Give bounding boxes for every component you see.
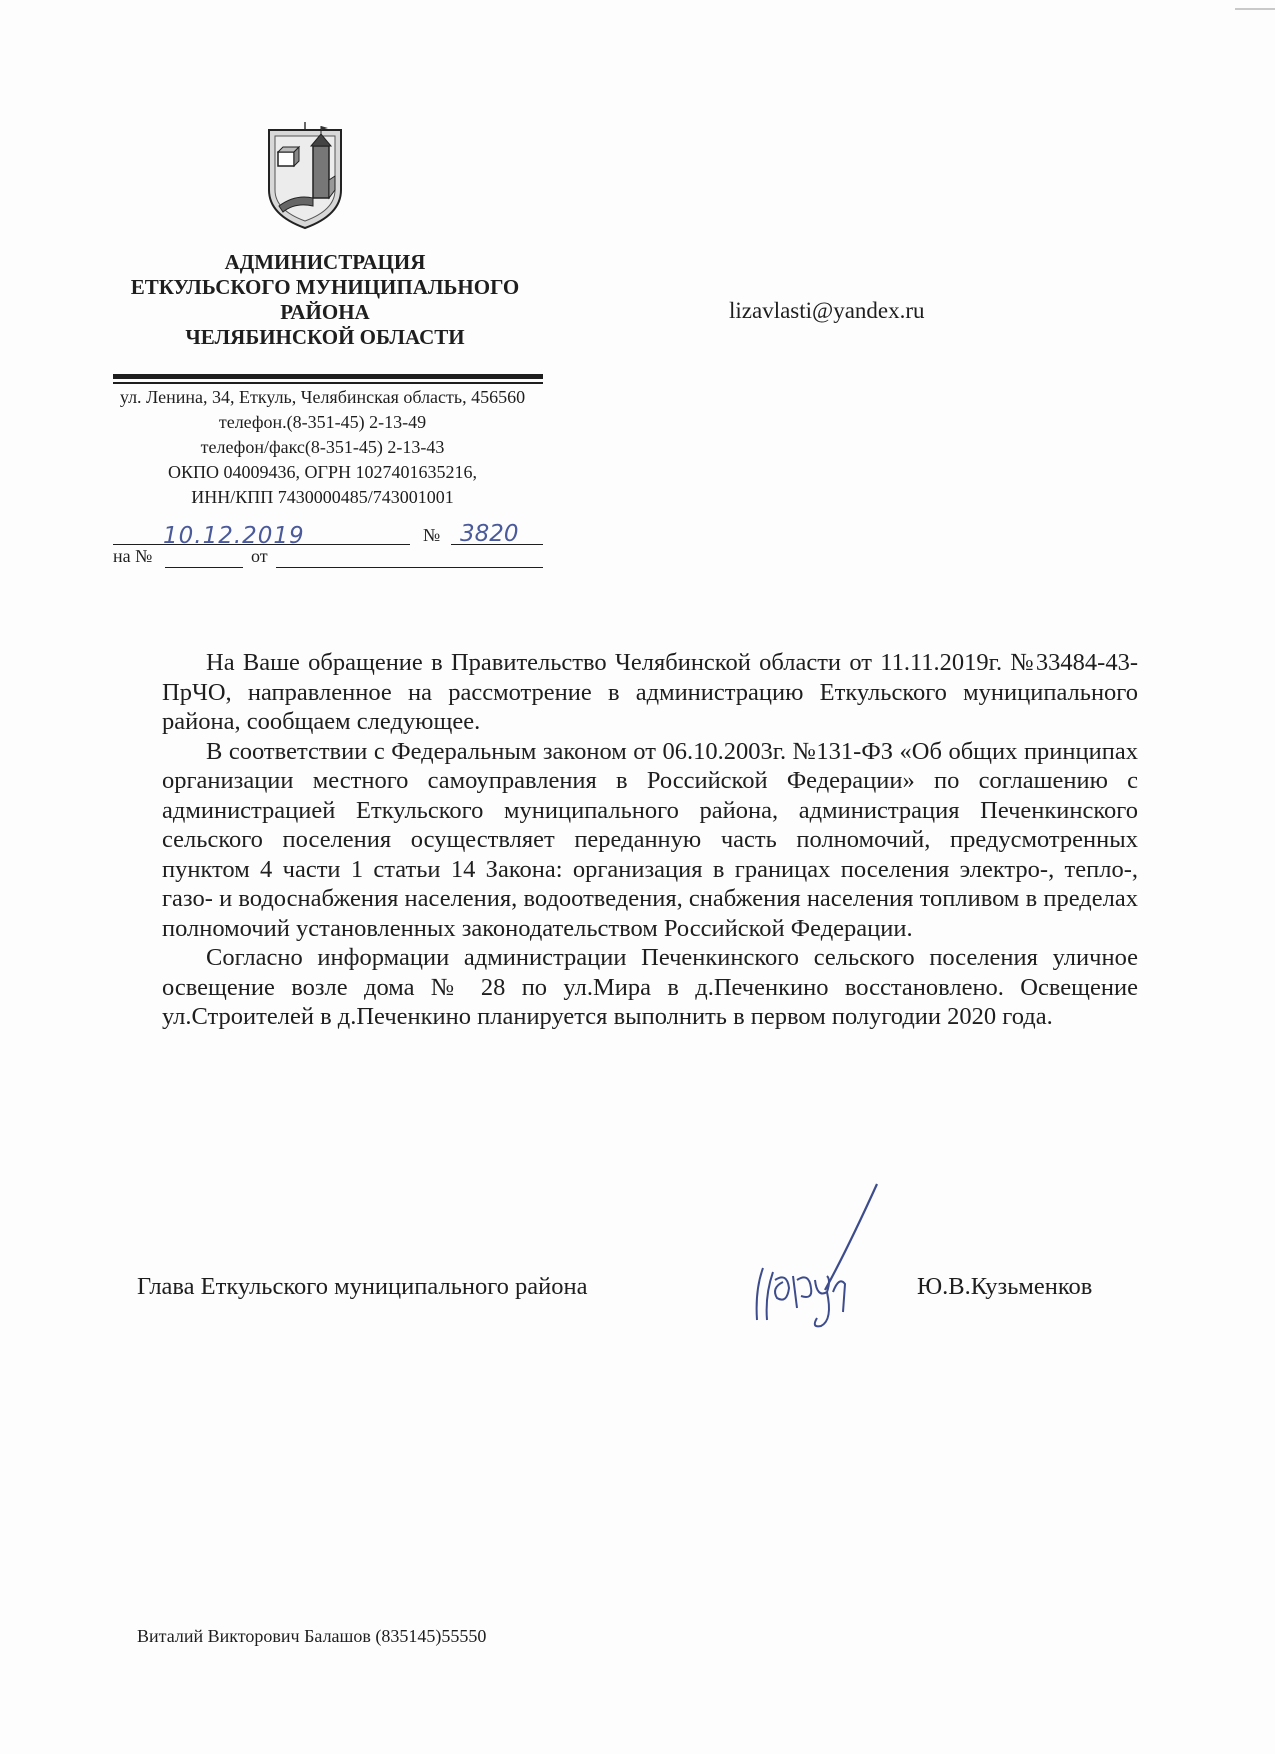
signer-title: Глава Еткульского муниципального района (137, 1273, 588, 1300)
org-name (100, 250, 550, 350)
handwritten-date: 10.12.2019 (163, 523, 305, 549)
handwritten-number: 3820 (460, 521, 519, 547)
coat-of-arms-icon (265, 120, 345, 230)
letterhead-divider-thick (113, 374, 543, 379)
signature-row (137, 1240, 1137, 1390)
executor-contact: Виталий Викторович Балашов (835145)55550 (137, 1626, 487, 1646)
letterhead-divider-thin (113, 382, 543, 384)
scan-edge-mark (1235, 8, 1275, 10)
ref-number-underline (165, 567, 243, 568)
reference-line (113, 546, 543, 574)
body-paragraph: В соответствии с Федеральным законом от 06.10.2003г. №131-ФЗ «Об общих принципах организации местного самоуправления в Российской Федерации» по соглашению с администрацией Еткульского муниципального района, администрация Печенкинского сельского поселения осуществляет переданную часть полномочий, предусмотренных пунктом 4 части 1 статьи 14 Закона: организация в границах поселения электро-, тепло-, газо- и водоснабжения населения, водоотведения, снабжения населения топливом в пределах полномочий установленных законодательством Российской Федерации. (162, 737, 1138, 942)
org-name-line: ЕТКУЛЬСКОГО МУНИЦИПАЛЬНОГО (130, 275, 520, 299)
fax: телефон/факс(8-351-45) 2-13-43 (200, 437, 445, 457)
contact-block (55, 385, 590, 510)
body-paragraph: На Ваше обращение в Правительство Челябинской области от 11.11.2019г. №33484-43-ПрЧО, направленное на рассмотрение в администрацию Еткульского муниципального района, сообщаем следующее. (162, 649, 1138, 735)
ref-date-underline (276, 567, 543, 568)
number-label: № (423, 525, 441, 545)
okpo-ogrn: ОКПО 04009436, ОГРН 1027401635216, (168, 462, 477, 482)
ref-date-label: от (251, 546, 268, 566)
body-paragraph: Согласно информации администрации Печенкинского сельского поселения уличное освещение возле дома № 28 по ул.Мира в д.Печенкино восстановлено. Освещение ул.Строителей в д.Печенкино планируется выполнить в первом полугодии 2020 года. (162, 944, 1138, 1030)
org-name-line: ЧЕЛЯБИНСКОЙ ОБЛАСТИ (185, 325, 465, 349)
phone: телефон.(8-351-45) 2-13-49 (218, 412, 427, 432)
org-name-line: АДМИНИСТРАЦИЯ (224, 250, 426, 274)
letter-body (162, 648, 1138, 1032)
recipient-email: lizavlasti@yandex.ru (729, 298, 925, 323)
org-name-line: РАЙОНА (280, 300, 370, 324)
inn-kpp: ИНН/КПП 7430000485/743001001 (191, 487, 454, 507)
signature-icon (727, 1180, 897, 1330)
address: ул. Ленина, 34, Еткуль, Челябинская область, 456560 (119, 387, 526, 407)
ref-number-label: на № (113, 546, 153, 566)
signer-name: Ю.В.Кузьменков (917, 1273, 1093, 1300)
